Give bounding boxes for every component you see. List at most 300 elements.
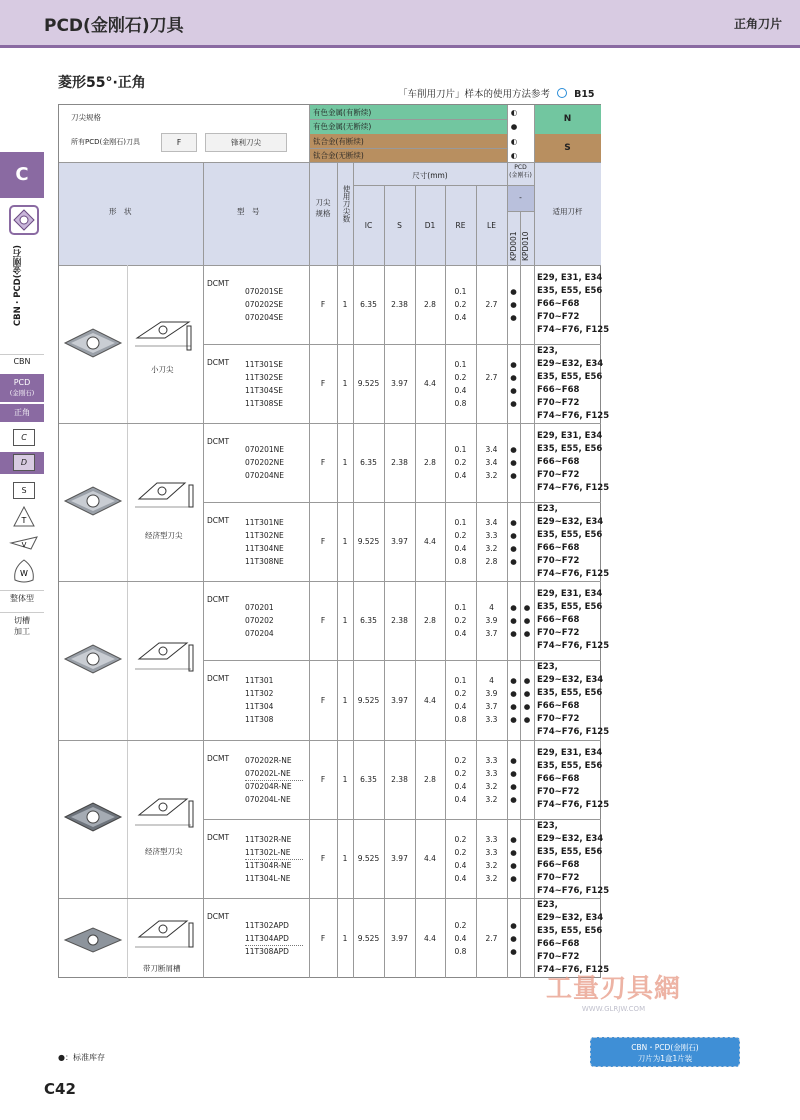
holder-line: E23, (537, 821, 558, 831)
arrow-circle-icon (557, 88, 567, 98)
model-code: 11T308 (245, 715, 274, 724)
holder-line: F70~F72 (537, 952, 580, 962)
model-code: 11T304SE (245, 386, 283, 395)
insert-photo-3 (63, 641, 123, 677)
re-value: 0.4 (454, 795, 467, 804)
nav-shape-t: T (21, 516, 27, 525)
insert-drawing-1 (131, 310, 199, 368)
holder-line: E35, E55, E56 (537, 847, 603, 857)
model-prefix: DCMT (207, 912, 230, 921)
holder-line: F66~F68 (537, 457, 580, 467)
col-dimensions: 尺寸(mm) (412, 171, 448, 180)
d1-value: 2.8 (424, 775, 436, 784)
re-value: 0.8 (454, 399, 467, 408)
product-table (58, 104, 610, 978)
shape-caption-1: 小刀尖 (151, 365, 174, 374)
le-value: 3.4 (485, 458, 498, 467)
holder-line: F70~F72 (537, 628, 580, 638)
ic-value: 9.525 (357, 537, 380, 546)
re-value: 0.1 (454, 287, 467, 296)
material-symbol-3: ◐ (510, 151, 518, 160)
model-prefix: DCMT (207, 358, 230, 367)
holder-line: F70~F72 (537, 470, 580, 480)
stock-dot-kpd010: ● (523, 689, 531, 698)
material-label-2: 钛合金(有断续) (313, 137, 364, 146)
model-code: 11T308APD (245, 947, 289, 956)
stock-dot-kpd001: ● (510, 769, 517, 778)
col-holders: 适用刀杆 (552, 207, 583, 216)
model-code: 070202 (245, 616, 274, 625)
d1-value: 4.4 (424, 379, 436, 388)
stock-dot-kpd001: ● (510, 848, 517, 857)
ic-value: 6.35 (360, 775, 377, 784)
col-grade-group-sub: (金刚石) (509, 172, 532, 179)
re-value: 0.4 (454, 471, 467, 480)
model-code: 11T308SE (245, 399, 283, 408)
material-symbol-0: ◐ (510, 108, 518, 117)
material-label-3: 钛合金(无断续) (313, 151, 364, 160)
holder-line: F70~F72 (537, 312, 580, 322)
insert-photo-2 (63, 483, 123, 519)
model-code: 11T304 (245, 702, 274, 711)
le-value: 3.3 (485, 531, 498, 540)
corners-value: 1 (342, 537, 348, 546)
insert-photo-4 (63, 799, 123, 835)
model-code: 070204R-NE (245, 782, 292, 791)
le-value: 3.3 (485, 715, 498, 724)
stock-dot-kpd001: ● (510, 835, 517, 844)
model-code: 11T302L-NE (245, 846, 303, 860)
nav-positive[interactable]: 正角 (0, 404, 44, 422)
stock-dot-kpd001: ● (510, 689, 517, 698)
ic-value: 9.525 (357, 934, 380, 943)
reference-note (398, 86, 595, 100)
holder-line: E29~E32, E34 (537, 359, 604, 369)
spec-code-box (161, 133, 197, 152)
corners-value: 1 (342, 616, 348, 625)
model-code: 11T304APD (245, 932, 303, 946)
nav-shape-v: V (21, 541, 27, 549)
holder-line: E35, E55, E56 (537, 372, 603, 382)
holder-line: F70~F72 (537, 873, 580, 883)
le-value: 3.4 (485, 518, 498, 527)
stock-dot-kpd010: ● (523, 676, 531, 685)
triangle-icon[interactable] (12, 505, 36, 529)
holder-line: F70~F72 (537, 714, 580, 724)
tip-spec-value: F (320, 458, 326, 467)
reference-text: 「车削用刀片」样本的使用方法参考 (398, 89, 551, 100)
insert-drawing-2 (131, 473, 199, 523)
re-value: 0.1 (454, 360, 467, 369)
stock-dot-kpd001: ● (510, 313, 517, 322)
model-code: 11T302 (245, 689, 274, 698)
nav-pcd-sub: (金刚石) (9, 389, 35, 397)
holder-line: F74~F76, F125 (537, 965, 610, 975)
nav-pcd-label: PCD (13, 378, 31, 387)
model-code: 070202SE (245, 300, 284, 309)
re-value: 0.2 (454, 756, 467, 765)
ic-value: 6.35 (360, 458, 377, 467)
s-value: 3.97 (391, 696, 408, 705)
holder-line: E23, (537, 900, 558, 910)
ic-value: 9.525 (357, 696, 380, 705)
s-value: 3.97 (391, 934, 408, 943)
holder-line: F74~F76, F125 (537, 569, 610, 579)
re-value: 0.1 (454, 603, 467, 612)
stock-dot-kpd001: ● (510, 861, 517, 870)
model-code: 11T304R-NE (245, 861, 292, 870)
s-value: 3.97 (391, 854, 408, 863)
stock-dot-kpd001: ● (510, 373, 517, 382)
le-value: 3.2 (485, 471, 498, 480)
re-value: 0.4 (454, 874, 467, 883)
stock-dot-kpd001: ● (510, 544, 517, 553)
insert-photo-5 (63, 925, 123, 955)
nav-grooving[interactable] (0, 612, 44, 638)
re-value: 0.1 (454, 676, 467, 685)
material-symbol-2: ◐ (510, 137, 518, 146)
stock-dot-kpd001: ● (510, 715, 517, 724)
packaging-line-1: CBN・PCD(金刚石) (631, 1043, 699, 1052)
model-code: 070204NE (245, 471, 284, 480)
material-label-0: 有色金属(有断续) (313, 108, 372, 117)
le-value: 3.9 (485, 689, 498, 698)
corners-value: 1 (342, 379, 348, 388)
iso-code-n: N (534, 105, 601, 134)
tip-spec-value: F (320, 775, 326, 784)
d1-value: 4.4 (424, 537, 436, 546)
stock-dot-kpd001: ● (510, 518, 517, 527)
model-code: 070204L-NE (245, 795, 291, 804)
model-prefix: DCMT (207, 279, 230, 288)
nav-shape-c[interactable]: C (13, 429, 35, 446)
holder-line: E35, E55, E56 (537, 286, 603, 296)
section-label: 正角刀片 (733, 17, 782, 31)
holder-line: F70~F72 (537, 787, 580, 797)
insert-drawing-5 (131, 911, 199, 961)
le-value: 3.3 (485, 848, 498, 857)
model-prefix: DCMT (207, 674, 230, 683)
le-value: 2.8 (485, 557, 498, 566)
le-value: 3.2 (485, 795, 498, 804)
spec-row-value: 锋利刀尖 (231, 138, 261, 147)
col-d1: D1 (424, 221, 436, 230)
stock-dot-kpd001: ● (510, 458, 517, 467)
model-prefix: DCMT (207, 516, 230, 525)
v-shape-icon[interactable] (9, 535, 39, 551)
nav-grooving-2: 加工 (14, 627, 30, 636)
stock-dot-kpd001: ● (510, 756, 517, 765)
model-code: 11T301NE (245, 518, 284, 527)
s-value: 3.97 (391, 379, 408, 388)
corners-value: 1 (342, 300, 348, 309)
stock-dot-kpd001: ● (510, 471, 517, 480)
nav-pcd[interactable] (0, 374, 44, 402)
re-value: 0.2 (454, 300, 467, 309)
col-kpd010: KPD010 (521, 231, 530, 261)
holder-line: E23, (537, 346, 558, 356)
le-value: 3.2 (485, 782, 498, 791)
tip-spec-value: F (320, 300, 326, 309)
stock-dot-kpd001: ● (510, 947, 517, 956)
col-grade-group (507, 164, 534, 180)
section-heading: 菱形55°·正角 (58, 75, 146, 91)
d1-value: 2.8 (424, 616, 436, 625)
re-value: 0.4 (454, 782, 467, 791)
stock-dot-kpd001: ● (510, 921, 517, 930)
col-s: S (397, 221, 402, 230)
stock-dot-kpd001: ● (510, 782, 517, 791)
ic-value: 9.525 (357, 854, 380, 863)
tip-spec-value: F (320, 537, 326, 546)
holder-line: F70~F72 (537, 556, 580, 566)
model-code: 11T302SE (245, 373, 283, 382)
re-value: 0.4 (454, 629, 467, 638)
holder-line: E35, E55, E56 (537, 602, 603, 612)
holder-line: E35, E55, E56 (537, 761, 603, 771)
holder-line: E29, E31, E34 (537, 431, 603, 441)
col-model: 型 号 (237, 207, 260, 216)
stock-dot-kpd001: ● (510, 795, 517, 804)
material-symbol-1: ● (510, 122, 518, 131)
page-title: PCD(金刚石)刀具 (44, 16, 184, 36)
packaging-note-box (590, 1037, 740, 1067)
tip-spec-value: F (320, 379, 326, 388)
nav-shape-d[interactable]: D (13, 454, 35, 471)
re-value: 0.4 (454, 934, 467, 943)
holder-line: F66~F68 (537, 701, 580, 711)
col-le: LE (487, 221, 496, 230)
holder-line: E35, E55, E56 (537, 926, 603, 936)
re-value: 0.2 (454, 769, 467, 778)
holder-line: F74~F76, F125 (537, 800, 610, 810)
col-corners: 使用刀尖数 (342, 185, 351, 223)
stock-dot-kpd001: ● (510, 603, 517, 612)
re-value: 0.2 (454, 848, 467, 857)
le-value: 3.2 (485, 544, 498, 553)
corners-value: 1 (342, 934, 348, 943)
stock-dot-kpd001: ● (510, 386, 517, 395)
top-banner (0, 0, 800, 48)
d1-value: 4.4 (424, 854, 436, 863)
stock-dot-kpd001: ● (510, 874, 517, 883)
sidebar-vertical-label: CBN・PCD(金刚石) (13, 245, 23, 327)
tip-spec-value: F (320, 934, 326, 943)
insert-drawing-4 (131, 785, 199, 839)
stock-dot-kpd010: ● (523, 702, 531, 711)
le-value: 3.2 (485, 861, 498, 870)
holder-line: F74~F76, F125 (537, 483, 610, 493)
col-shape: 形 状 (109, 207, 132, 216)
model-code: 070201 (245, 603, 274, 612)
stock-dot-kpd001: ● (510, 616, 517, 625)
insert-drawing-3 (131, 631, 199, 685)
col-tip-spec: 刀尖规格 (315, 198, 331, 218)
shape-caption-2: 经济型刀尖 (145, 531, 183, 540)
re-value: 0.2 (454, 689, 467, 698)
material-label-1: 有色金属(无断续) (313, 122, 372, 131)
nav-shape-s[interactable]: S (13, 482, 35, 499)
holder-line: F70~F72 (537, 398, 580, 408)
s-value: 2.38 (391, 616, 408, 625)
holder-line: E29~E32, E34 (537, 913, 604, 923)
re-value: 0.2 (454, 458, 467, 467)
le-value: 3.7 (485, 629, 498, 638)
holder-line: E23, (537, 504, 558, 514)
col-ic: IC (364, 221, 373, 230)
nav-grooving-1: 切槽 (14, 616, 30, 625)
holder-line: E29, E31, E34 (537, 748, 603, 758)
tip-spec-value: F (320, 696, 326, 705)
re-value: 0.2 (454, 616, 467, 625)
re-value: 0.8 (454, 715, 467, 724)
ic-value: 6.35 (360, 616, 377, 625)
stock-legend: ●：标准库存 (58, 1053, 105, 1062)
le-value: 4 (489, 676, 494, 685)
model-prefix: DCMT (207, 833, 230, 842)
le-value: 3.7 (485, 702, 498, 711)
shape-caption-5: 带刀断屑槽 (143, 964, 181, 973)
le-value: 2.7 (485, 373, 498, 382)
stock-dot-kpd010: ● (523, 616, 531, 625)
reference-page[interactable]: B15 (574, 89, 595, 100)
model-code: 11T301 (245, 676, 274, 685)
re-value: 0.2 (454, 373, 467, 382)
re-value: 0.1 (454, 445, 467, 454)
trigon-icon[interactable] (11, 558, 37, 584)
d1-value: 2.8 (424, 458, 436, 467)
re-value: 0.2 (454, 531, 467, 540)
watermark-line-2: WWW.GLRJW.COM (581, 1005, 646, 1013)
nav-shape-w: W (20, 569, 28, 578)
holder-line: E29~E32, E34 (537, 834, 604, 844)
stock-dot-kpd001: ● (510, 557, 517, 566)
re-value: 0.4 (454, 386, 467, 395)
spec-row-label: 所有PCD(金刚石)刀具 (71, 138, 140, 146)
holder-line: F66~F68 (537, 385, 580, 395)
corners-value: 1 (342, 775, 348, 784)
nav-solid[interactable]: 整体型 (0, 590, 44, 606)
model-prefix: DCMT (207, 437, 230, 446)
tip-spec-value: F (320, 854, 326, 863)
holder-line: F74~F76, F125 (537, 325, 610, 335)
model-prefix: DCMT (207, 754, 230, 763)
le-value: 3.3 (485, 756, 498, 765)
re-value: 0.8 (454, 557, 467, 566)
stock-dot-kpd010: ● (523, 715, 531, 724)
stock-dot-kpd001: ● (510, 629, 517, 638)
insert-rhombus-icon (9, 205, 39, 235)
re-value: 0.4 (454, 861, 467, 870)
stock-dot-kpd001: ● (510, 676, 517, 685)
model-code: 070201NE (245, 445, 284, 454)
d1-value: 4.4 (424, 696, 436, 705)
model-code: 070202R-NE (245, 756, 292, 765)
col-re: RE (455, 221, 466, 230)
holder-line: F66~F68 (537, 615, 580, 625)
stock-dot-kpd001: ● (510, 934, 517, 943)
d1-value: 2.8 (424, 300, 436, 309)
le-value: 2.7 (485, 300, 498, 309)
stock-dot-kpd010: ● (523, 603, 531, 612)
le-value: 3.2 (485, 874, 498, 883)
spec-value-box (205, 133, 287, 152)
holder-line: E29~E32, E34 (537, 517, 604, 527)
holder-line: E23, (537, 662, 558, 672)
holder-line: F74~F76, F125 (537, 727, 610, 737)
re-value: 0.4 (454, 313, 467, 322)
le-value: 3.9 (485, 616, 498, 625)
d1-value: 4.4 (424, 934, 436, 943)
ic-value: 9.525 (357, 379, 380, 388)
model-code: 070202L-NE (245, 767, 303, 781)
model-code: 070202NE (245, 458, 284, 467)
model-code: 11T302R-NE (245, 835, 292, 844)
packaging-line-2: 刀片为1盒1片装 (637, 1054, 693, 1063)
iso-code-s: S (534, 134, 601, 162)
tip-spec-value: F (320, 616, 326, 625)
s-value: 2.38 (391, 458, 408, 467)
le-value: 4 (489, 603, 494, 612)
le-value: 3.3 (485, 835, 498, 844)
stock-dot-kpd001: ● (510, 399, 517, 408)
stock-dot-kpd001: ● (510, 531, 517, 540)
tab-c[interactable]: C (0, 152, 44, 198)
holder-line: F66~F68 (537, 860, 580, 870)
re-value: 0.2 (454, 835, 467, 844)
corners-value: 1 (342, 854, 348, 863)
model-code: 11T302APD (245, 921, 289, 930)
stock-dot-kpd010: ● (523, 629, 531, 638)
stock-dot-kpd001: ● (510, 702, 517, 711)
col-grade-dash: - (519, 193, 522, 202)
holder-line: E35, E55, E56 (537, 688, 603, 698)
watermark-line-1: 工量刃具網 (546, 974, 682, 1004)
insert-photo-1 (63, 325, 123, 361)
re-value: 0.4 (454, 702, 467, 711)
model-code: 070204 (245, 629, 274, 638)
model-code: 070201SE (245, 287, 284, 296)
corners-value: 1 (342, 696, 348, 705)
nav-cbn[interactable]: CBN (0, 354, 44, 368)
spec-row-code: F (176, 138, 182, 147)
col-grade-group-label: PCD (514, 164, 527, 171)
model-code: 070204SE (245, 313, 284, 322)
holder-line: E29, E31, E34 (537, 273, 603, 283)
stock-dot-kpd001: ● (510, 360, 517, 369)
model-code: 11T308NE (245, 557, 284, 566)
re-value: 0.8 (454, 947, 467, 956)
holder-line: E29, E31, E34 (537, 589, 603, 599)
s-value: 3.97 (391, 537, 408, 546)
holder-line: F66~F68 (537, 543, 580, 553)
le-value: 3.3 (485, 769, 498, 778)
model-code: 11T304NE (245, 544, 284, 553)
holder-line: F74~F76, F125 (537, 641, 610, 651)
re-value: 0.2 (454, 921, 467, 930)
model-code: 11T301SE (245, 360, 283, 369)
s-value: 2.38 (391, 300, 408, 309)
le-value: 3.4 (485, 445, 498, 454)
stock-dot-kpd001: ● (510, 445, 517, 454)
holder-line: E35, E55, E56 (537, 530, 603, 540)
watermark (546, 968, 681, 1013)
model-code: 11T304L-NE (245, 874, 291, 883)
holder-line: E29~E32, E34 (537, 675, 604, 685)
holder-line: F74~F76, F125 (537, 886, 610, 896)
s-value: 2.38 (391, 775, 408, 784)
le-value: 2.7 (485, 934, 498, 943)
